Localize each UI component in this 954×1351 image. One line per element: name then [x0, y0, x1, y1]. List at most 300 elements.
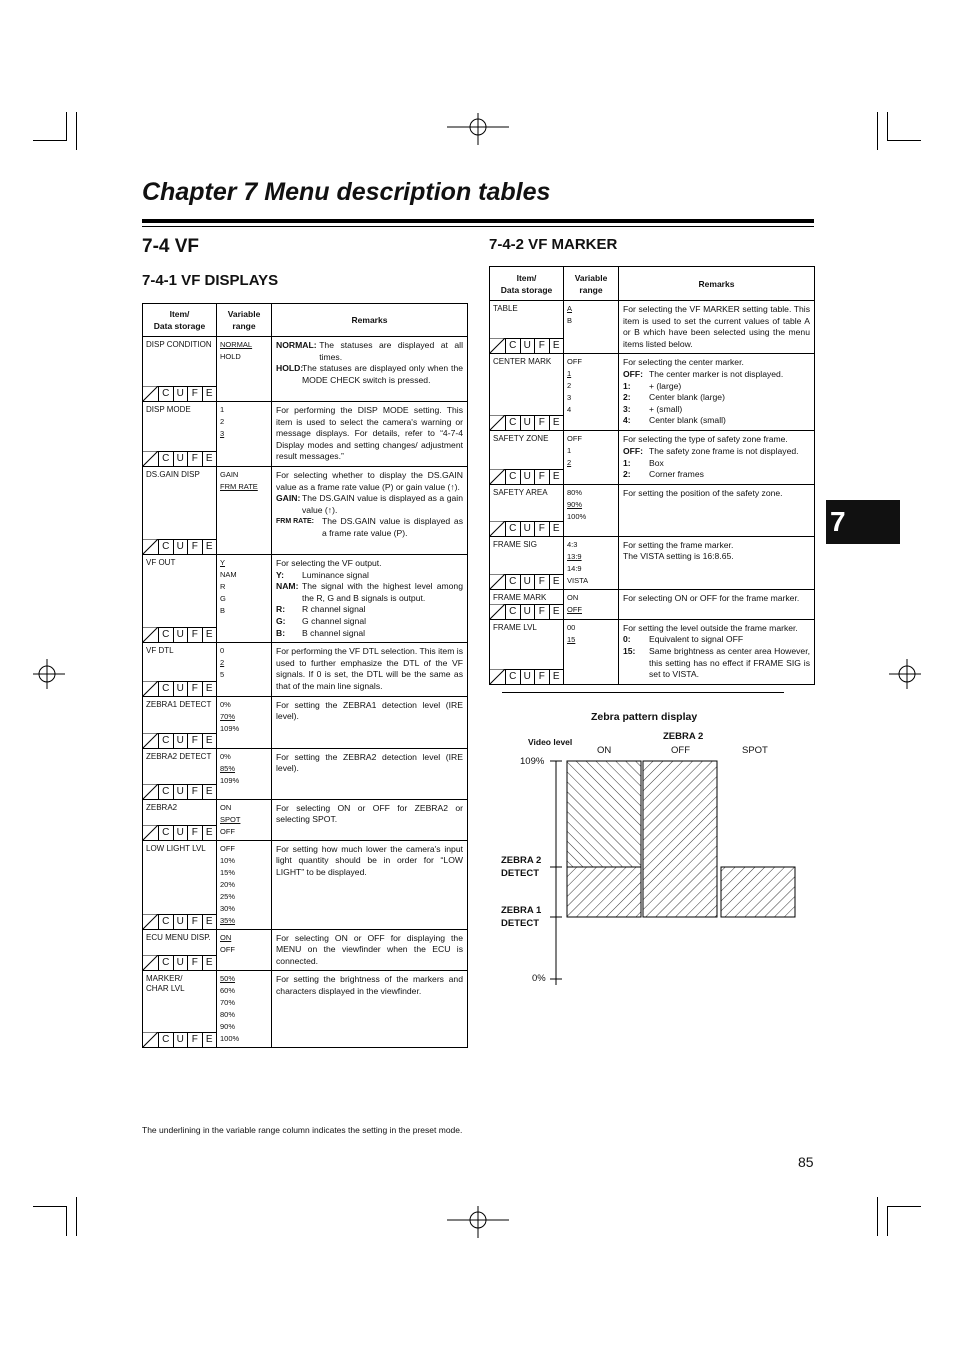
range-value: 10% — [220, 855, 236, 865]
table-row — [490, 484, 815, 536]
remark-line — [276, 646, 463, 692]
data-storage-boxes — [490, 415, 563, 430]
data-storage-boxes — [143, 539, 216, 554]
storage-letter: U — [173, 1032, 188, 1047]
storage-letter: C — [505, 604, 520, 619]
remark-line — [623, 646, 810, 681]
storage-letter: E — [202, 1032, 217, 1047]
range-value: OFF — [567, 357, 582, 367]
range-value: OFF — [220, 843, 235, 853]
remark-line — [276, 340, 463, 363]
remark-line — [623, 469, 810, 481]
item-cell — [490, 431, 564, 484]
storage-letter: E — [202, 386, 217, 401]
mode-spot: SPOT — [742, 745, 768, 756]
table-row — [143, 643, 468, 696]
remark-text: For setting the level outside the frame marker. — [623, 622, 798, 633]
storage-slash-icon — [143, 386, 158, 401]
table-row — [143, 929, 468, 971]
storage-letter: E — [549, 338, 564, 353]
storage-letter: F — [187, 784, 202, 799]
zebra1-detect-label: ZEBRA 1 DETECT — [501, 905, 542, 929]
storage-letter: F — [534, 574, 549, 589]
remark-text: The VISTA setting is 16:8.65. — [623, 551, 734, 562]
storage-letter: F — [187, 627, 202, 642]
storage-letter: C — [158, 784, 173, 799]
table-row — [143, 799, 468, 840]
remark-key: B: — [276, 627, 286, 638]
remark-text: The DS.GAIN value is displayed as a frame rate value (P). — [322, 516, 463, 538]
range-value: 13:9 — [567, 551, 582, 561]
remark-text: For setting the brightness of the markers and characters displayed in the viewfinder. — [276, 974, 463, 996]
item-name: DS.GAIN DISP — [146, 469, 200, 479]
remark-key: 3: — [623, 403, 631, 414]
spot-band — [721, 867, 795, 917]
remarks-cell — [272, 643, 468, 696]
range-value: 20% — [220, 879, 236, 889]
storage-letter: F — [534, 669, 549, 684]
remark-key: 0: — [623, 634, 631, 645]
table-row — [143, 748, 468, 799]
variable-range-cell — [217, 402, 272, 467]
data-storage-boxes — [143, 681, 216, 696]
page-number: 85 — [798, 1154, 814, 1170]
remark-line — [623, 392, 810, 404]
storage-letter: U — [520, 469, 535, 484]
range-value: 80% — [567, 487, 583, 497]
range-value: 90% — [220, 1022, 236, 1032]
remark-key: 15: — [623, 645, 636, 656]
storage-slash-icon — [143, 681, 158, 696]
remarks-cell — [619, 484, 815, 536]
item-cell — [490, 484, 564, 536]
range-value: 85% — [220, 763, 236, 773]
remark-line — [276, 581, 463, 604]
item-cell — [490, 589, 564, 619]
range-value: OFF — [567, 604, 582, 614]
table-row — [143, 840, 468, 929]
chapter-tab: 7 — [826, 500, 900, 544]
range-value: 0% — [220, 751, 231, 761]
remarks-cell — [272, 971, 468, 1048]
range-value: GAIN — [220, 469, 239, 479]
remark-key: 2: — [623, 469, 631, 480]
remarks-cell — [272, 748, 468, 799]
data-storage-boxes — [490, 574, 563, 589]
storage-slash-icon — [490, 415, 505, 430]
remark-text: B channel signal — [302, 627, 366, 638]
remark-key: OFF: — [623, 445, 644, 456]
video-level-label: Video level — [528, 737, 573, 747]
range-value: 0 — [220, 646, 225, 656]
remark-line — [623, 415, 810, 427]
storage-letter: E — [202, 955, 217, 970]
remark-text: For selecting the center marker. — [623, 357, 744, 368]
item-name: LOW LIGHT LVL — [146, 843, 206, 853]
item-name: FRAME SIG — [493, 539, 538, 549]
item-cell — [490, 536, 564, 589]
item-name: ZEBRA2 — [146, 802, 178, 812]
item-name: DISP CONDITION — [146, 340, 212, 349]
data-storage-boxes — [490, 669, 563, 684]
range-value: ON — [220, 802, 232, 812]
remarks-cell — [272, 696, 468, 748]
remarks-cell — [619, 619, 815, 684]
storage-letter: U — [520, 338, 535, 353]
remark-line — [276, 844, 463, 879]
remark-line — [623, 434, 810, 446]
remark-line — [276, 516, 463, 539]
variable-range-cell — [217, 840, 272, 929]
header-remarks: Remarks — [272, 304, 468, 337]
range-value: R — [220, 581, 226, 591]
section-title: 7-4 VF — [142, 236, 200, 257]
zebra2-detect-label: ZEBRA 2 DETECT — [501, 855, 542, 879]
remark-text: For selecting the VF output. — [276, 557, 382, 568]
range-value: 30% — [220, 903, 236, 913]
zebra-chart — [540, 755, 800, 990]
data-storage-boxes — [143, 1032, 216, 1047]
range-value: 100% — [220, 1034, 240, 1044]
remark-text: Corner frames — [649, 469, 704, 480]
right-subtitle: 7-4-2 VF MARKER — [489, 236, 618, 253]
table-row — [143, 466, 468, 554]
remark-text: For selecting whether to display the DS.GAIN value as a frame rate value (P) or gain value (↑). — [276, 469, 463, 492]
off-band — [643, 761, 717, 917]
range-value: OFF — [220, 944, 235, 954]
storage-letter: C — [158, 627, 173, 642]
storage-slash-icon — [143, 539, 158, 554]
storage-slash-icon — [143, 914, 158, 929]
storage-letter: U — [520, 669, 535, 684]
header-remarks: Remarks — [619, 267, 815, 301]
remark-text: Same brightness as center area However, this setting has no effect if FRAME SIG is set to VISTA. — [649, 645, 810, 680]
remark-line — [623, 458, 810, 470]
item-cell — [143, 402, 217, 467]
remark-line — [276, 363, 463, 386]
remark-text: Equivalent to signal OFF — [649, 634, 744, 645]
remark-line — [276, 752, 463, 775]
remark-key: OFF: — [623, 368, 644, 379]
header-variable: Variable range — [217, 304, 272, 337]
data-storage-boxes — [490, 469, 563, 484]
registration-mark-bottom — [447, 1206, 509, 1238]
item-name: MARKER/ CHAR LVL — [146, 974, 185, 994]
remarks-cell — [272, 402, 468, 467]
storage-letter: U — [520, 604, 535, 619]
range-value: 4 — [567, 405, 572, 415]
item-name: FRAME LVL — [493, 622, 537, 632]
range-value: 3 — [567, 393, 572, 403]
range-value: 109% — [220, 775, 240, 785]
range-value: OFF — [567, 434, 582, 444]
title-rule — [142, 219, 814, 223]
title-rule-thin — [142, 226, 814, 227]
table-row — [490, 301, 815, 354]
range-value: 25% — [220, 891, 236, 901]
item-name: FRAME MARK — [493, 592, 547, 602]
remark-text: + (large) — [649, 380, 682, 391]
range-value: VISTA — [567, 575, 589, 585]
storage-slash-icon — [143, 451, 158, 466]
range-value: 1 — [220, 405, 225, 414]
range-value: 70% — [220, 711, 236, 721]
remark-line — [276, 628, 463, 640]
range-value: 109% — [220, 723, 240, 733]
remark-text: G channel signal — [302, 615, 367, 626]
range-value: 70% — [220, 998, 236, 1008]
storage-letter: F — [187, 451, 202, 466]
zebra-divider — [502, 692, 784, 693]
range-value: B — [220, 605, 226, 615]
range-value: NORMAL — [220, 340, 253, 349]
data-storage-boxes — [490, 604, 563, 619]
remark-line — [276, 974, 463, 997]
remark-text: + (small) — [649, 403, 683, 414]
remark-text: For selecting ON or OFF for ZEBRA2 or selecting SPOT. — [276, 802, 463, 825]
storage-letter: C — [158, 451, 173, 466]
data-storage-boxes — [143, 784, 216, 799]
remark-line — [276, 933, 463, 968]
remark-key: Y: — [276, 569, 284, 580]
storage-slash-icon — [490, 338, 505, 353]
remark-line — [276, 803, 463, 826]
table-row — [490, 619, 815, 684]
remarks-cell — [619, 589, 815, 619]
remark-text: For selecting the VF MARKER setting table. This item is used to set the current values of table A or B which have been selected using the menu items listed below. — [623, 304, 810, 349]
chapter-title: Chapter 7 Menu description tables — [142, 178, 551, 206]
storage-letter: U — [520, 521, 535, 536]
remark-key: NORMAL: — [276, 340, 317, 350]
remark-text: The safety zone frame is not displayed. — [649, 445, 799, 456]
remark-key: G: — [276, 615, 286, 626]
item-name: ZEBRA1 DETECT — [146, 699, 212, 709]
data-storage-boxes — [143, 955, 216, 970]
header-item: Item/ Data storage — [490, 267, 564, 301]
storage-letter: C — [158, 955, 173, 970]
remark-line — [623, 381, 810, 393]
item-name: ECU MENU DISP. — [146, 932, 211, 942]
storage-letter: E — [202, 627, 217, 642]
remarks-cell — [272, 929, 468, 971]
storage-slash-icon — [143, 1032, 158, 1047]
storage-letter: U — [173, 681, 188, 696]
storage-letter: C — [505, 338, 520, 353]
storage-slash-icon — [143, 627, 158, 642]
header-item: Item/ Data storage — [143, 304, 217, 337]
storage-slash-icon — [490, 469, 505, 484]
range-value: 35% — [220, 915, 236, 925]
range-value: 100% — [567, 511, 587, 521]
remark-text: Center blank (large) — [649, 392, 725, 403]
range-value: 15% — [220, 867, 236, 877]
data-storage-boxes — [490, 338, 563, 353]
storage-letter: F — [534, 338, 549, 353]
range-value: 1 — [567, 446, 572, 456]
remark-key: 4: — [623, 415, 631, 426]
remark-text: R channel signal — [302, 604, 366, 615]
storage-letter: E — [202, 539, 217, 554]
mode-off: OFF — [671, 745, 690, 756]
remark-text: Center blank (small) — [649, 415, 726, 426]
remark-key: 1: — [623, 457, 631, 468]
storage-letter: E — [202, 733, 217, 748]
storage-slash-icon — [490, 574, 505, 589]
storage-letter: E — [202, 825, 217, 840]
range-value: NAM — [220, 569, 237, 579]
range-value: 2 — [567, 381, 572, 391]
storage-letter: U — [173, 386, 188, 401]
storage-letter: U — [520, 574, 535, 589]
vf-displays-table — [142, 303, 468, 1048]
storage-letter: F — [187, 681, 202, 696]
remark-line — [623, 446, 810, 458]
storage-letter: U — [173, 451, 188, 466]
storage-letter: C — [158, 539, 173, 554]
variable-range-cell — [564, 431, 619, 484]
range-value: ON — [567, 592, 579, 602]
data-storage-boxes — [490, 521, 563, 536]
table-row — [490, 431, 815, 484]
variable-range-cell — [217, 466, 272, 554]
remark-line — [623, 404, 810, 416]
storage-letter: F — [187, 955, 202, 970]
storage-slash-icon — [143, 784, 158, 799]
item-cell — [143, 929, 217, 971]
remark-key: 1: — [623, 380, 631, 391]
data-storage-boxes — [143, 386, 216, 401]
remarks-cell — [619, 301, 815, 354]
range-value: 1 — [567, 369, 572, 379]
storage-slash-icon — [143, 955, 158, 970]
storage-letter: C — [158, 386, 173, 401]
registration-mark-top — [447, 113, 509, 145]
variable-range-cell — [217, 696, 272, 748]
table-row — [490, 536, 815, 589]
storage-letter: E — [202, 451, 217, 466]
remarks-cell — [272, 554, 468, 642]
remarks-cell — [272, 840, 468, 929]
item-cell — [490, 619, 564, 684]
storage-letter: C — [505, 574, 520, 589]
remark-line — [623, 357, 810, 369]
storage-letter: E — [202, 914, 217, 929]
remark-text: The center marker is not displayed. — [649, 368, 784, 379]
remark-key: NAM: — [276, 581, 299, 592]
storage-letter: F — [187, 1032, 202, 1047]
remark-line — [623, 304, 810, 350]
item-name: SAFETY ZONE — [493, 434, 549, 444]
on-upper-band — [567, 761, 641, 867]
storage-letter: C — [505, 469, 520, 484]
storage-slash-icon — [490, 604, 505, 619]
data-storage-boxes — [143, 733, 216, 748]
item-cell — [143, 643, 217, 696]
remark-key: HOLD: — [276, 363, 304, 374]
vf-marker-table — [489, 266, 815, 685]
storage-letter: U — [173, 733, 188, 748]
remark-text: For performing the VF DTL selection. This item is used to further emphasize the DTL of the VF signals. If 0 is set, the DTL will be the same as that of the main line signals. — [276, 646, 463, 691]
zebra2-label: ZEBRA 2 — [663, 731, 704, 742]
storage-letter: F — [187, 539, 202, 554]
remark-key: FRM RATE: — [276, 518, 314, 526]
remark-line — [276, 405, 463, 463]
footnote: The underlining in the variable range column indicates the setting in the preset mode. — [142, 1125, 463, 1135]
range-value: G — [220, 593, 226, 603]
storage-letter: U — [520, 415, 535, 430]
storage-letter: U — [173, 627, 188, 642]
range-value: 14:9 — [567, 563, 582, 573]
storage-letter: F — [187, 386, 202, 401]
remark-line — [276, 558, 463, 570]
storage-letter: E — [202, 784, 217, 799]
on-lower-band — [567, 867, 641, 917]
remark-key: GAIN: — [276, 493, 301, 504]
remarks-cell — [619, 431, 815, 484]
remark-line — [623, 623, 810, 635]
remark-text: For setting the frame marker. — [623, 539, 734, 550]
storage-letter: U — [173, 784, 188, 799]
variable-range-cell — [217, 554, 272, 642]
storage-slash-icon — [143, 733, 158, 748]
data-storage-boxes — [143, 451, 216, 466]
remarks-cell — [272, 337, 468, 402]
storage-letter: F — [534, 415, 549, 430]
remark-text: The DS.GAIN value is displayed as a gain value (↑). — [302, 493, 463, 515]
data-storage-boxes — [143, 627, 216, 642]
range-value: 00 — [567, 622, 576, 632]
remark-key: 2: — [623, 392, 631, 403]
item-name: SAFETY AREA — [493, 487, 548, 497]
table-row — [143, 337, 468, 402]
storage-letter: E — [549, 415, 564, 430]
range-value: 0% — [220, 699, 231, 709]
table-row — [143, 971, 468, 1048]
storage-letter: F — [187, 914, 202, 929]
variable-range-cell — [217, 337, 272, 402]
item-name: CENTER MARK — [493, 357, 552, 367]
variable-range-cell — [217, 971, 272, 1048]
storage-letter: E — [549, 669, 564, 684]
registration-mark-left — [33, 659, 65, 689]
variable-range-cell — [564, 536, 619, 589]
remark-line — [276, 570, 463, 582]
storage-slash-icon — [490, 669, 505, 684]
item-cell — [143, 799, 217, 840]
remark-text: Luminance signal — [302, 569, 369, 580]
variable-range-cell — [217, 929, 272, 971]
mode-on: ON — [597, 745, 612, 756]
range-value: SPOT — [220, 814, 241, 824]
storage-letter: F — [534, 604, 549, 619]
tick-109: 109% — [520, 756, 545, 767]
item-cell — [143, 971, 217, 1048]
remark-line — [623, 593, 810, 605]
remark-text: For setting the ZEBRA1 detection level (IRE level). — [276, 699, 463, 722]
table-row — [143, 696, 468, 748]
left-subtitle: 7-4-1 VF DISPLAYS — [142, 272, 279, 289]
remark-text: Box — [649, 457, 664, 468]
remark-line — [623, 551, 810, 563]
variable-range-cell — [564, 354, 619, 431]
range-value: 5 — [220, 670, 225, 680]
remark-line — [276, 493, 463, 516]
item-name: ZEBRA2 DETECT — [146, 751, 212, 761]
variable-range-cell — [564, 619, 619, 684]
storage-letter: F — [534, 521, 549, 536]
remarks-cell — [272, 799, 468, 840]
table-row — [490, 354, 815, 431]
